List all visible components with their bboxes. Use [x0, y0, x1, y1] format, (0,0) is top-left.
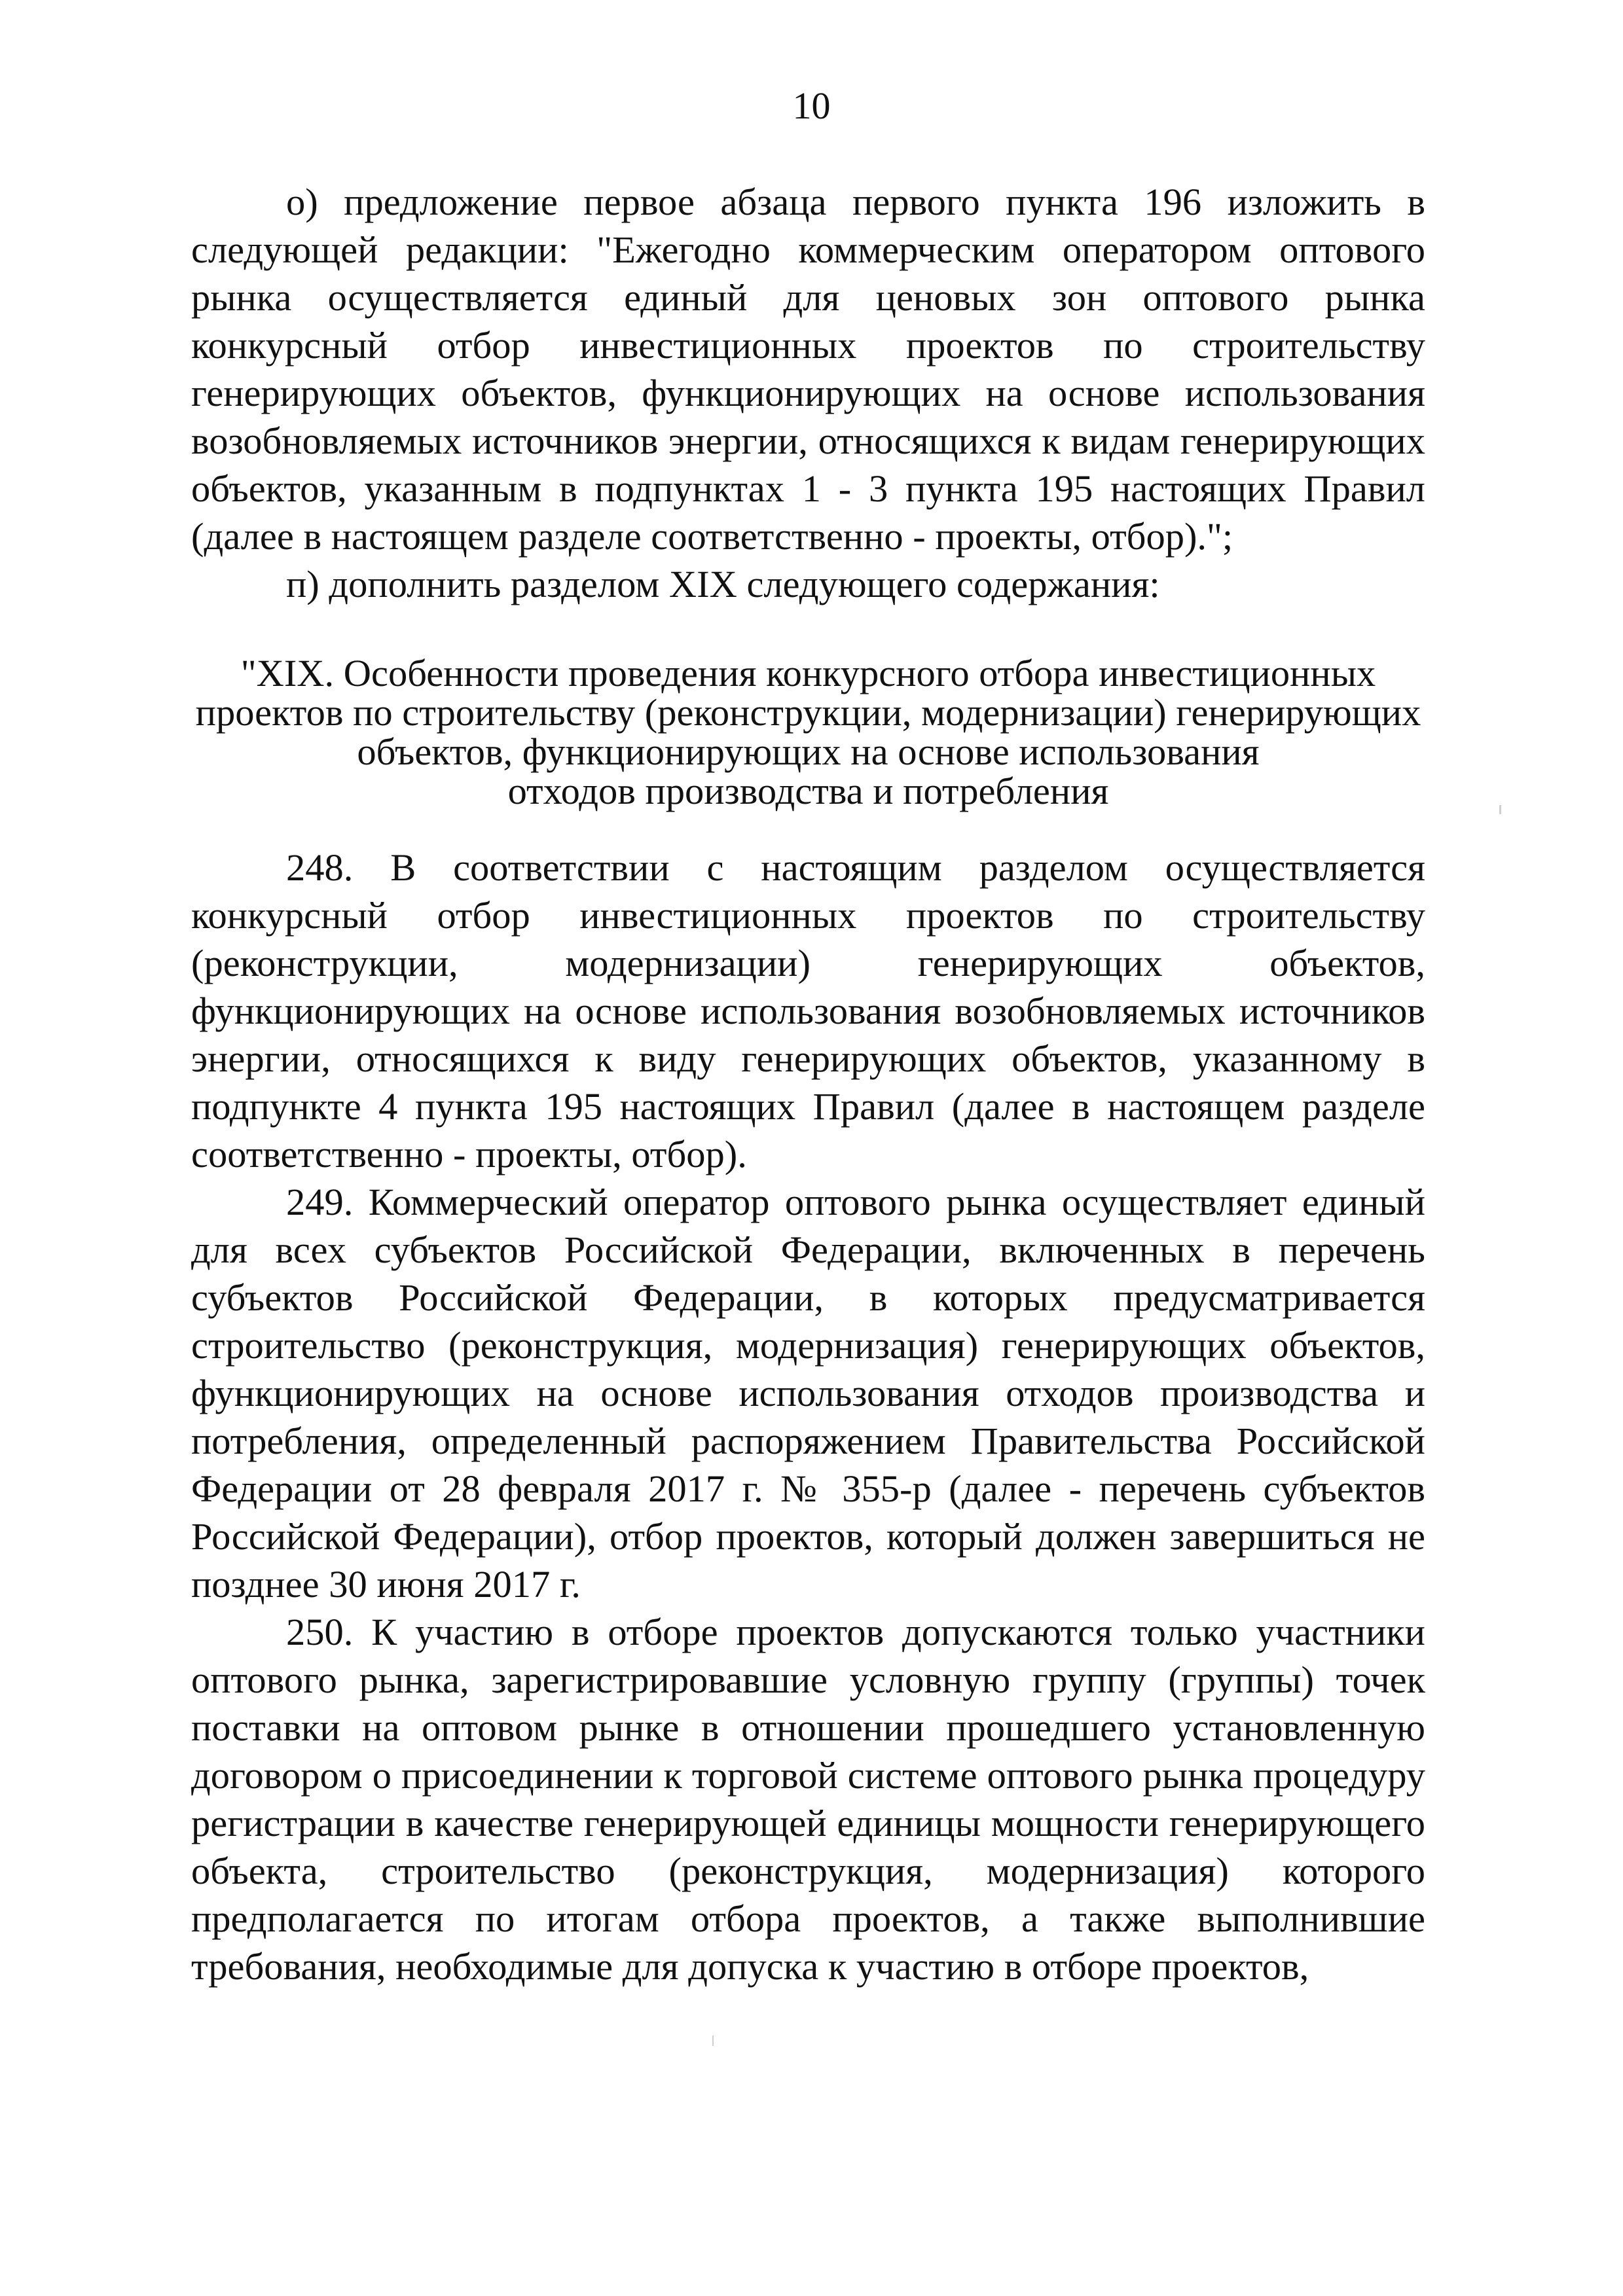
- section-heading: [191, 654, 1425, 811]
- paragraph-o: о) предложение первое абзаца первого пункта 196 изложить в следующей редакции: "Ежегодно коммерческим оператором оптового рынка осуществляется единый для ценовых зон оптового рынка конкурсный отбор инвестиционных проектов по строительству генерирующих объектов, функционирующих на основе использования возобновляемых источников энергии, относящихся к видам генерирующих объектов, указанным в подпунктах 1 - 3 пункта 195 настоящих Правил (далее в настоящем разделе соответственно - проекты, отбор).";: [191, 181, 1425, 558]
- paragraph-p: п) дополнить разделом XIX следующего содержания:: [286, 563, 1160, 605]
- clause-249: 249. Коммерческий оператор оптового рынка осуществляет единый для всех субъектов Российской Федерации, включенных в перечень субъектов Российской Федерации, в которых предусматривается строительство (реконструкция, модернизация) генерирующих объектов, функционирующих на основе использования отходов производства и потребления, определенный распоряжением Правительства Российской Федерации от 28 февраля 2017 г. № 355-р (далее - перечень субъектов Российской Федерации), отбор проектов, который должен завершиться не позднее 30 июня 2017 г.: [191, 1181, 1425, 1605]
- clause-248: 248. В соответствии с настоящим разделом осуществляется конкурсный отбор инвестиционных проектов по строительству (реконструкции, модернизации) генерирующих объектов, функционирующих на основе использования возобновляемых источников энергии, относящихся к виду генерирующих объектов, указанному в подпункте 4 пункта 195 настоящих Правил (далее в настоящем разделе соответственно - проекты, отбор).: [191, 846, 1425, 1175]
- document-body: [191, 178, 1425, 1990]
- scan-artifact: [712, 2036, 714, 2046]
- clause-250: 250. К участию в отборе проектов допускаются только участники оптового рынка, зарегистрировавшие условную группу (группы) точек поставки на оптовом рынке в отношении прошедшего установленную договором о присоединении к торговой системе оптового рынка процедуру регистрации в качестве генерирующей единицы мощности генерирующего объекта, строительство (реконструкция, модернизация) которого предполагается по итогам отбора проектов, а также выполнившие требования, необходимые для допуска к участию в отборе проектов,: [191, 1611, 1425, 1988]
- section-heading-line: объектов, функционирующих на основе использования: [357, 730, 1260, 773]
- page-number: 10: [792, 84, 831, 127]
- section-heading-line: отходов производства и потребления: [507, 770, 1109, 812]
- scan-artifact: [1499, 805, 1501, 814]
- section-heading-line: "XIX. Особенности проведения конкурсного отбора инвестиционных: [240, 652, 1376, 694]
- section-heading-line: проектов по строительству (реконструкции, модернизации) генерирующих: [195, 691, 1421, 734]
